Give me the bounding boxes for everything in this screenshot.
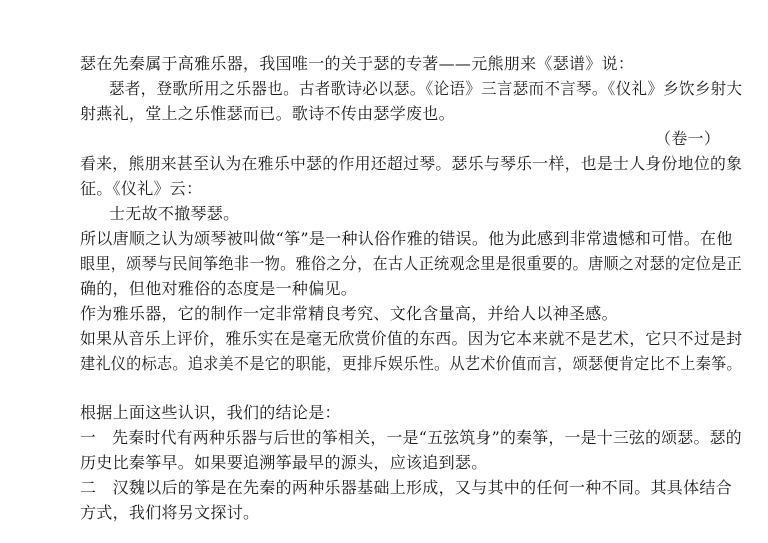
paragraph-3-line-2: 眼里，颂琴与民间筝绝非一物。雅俗之分，在古人正统观念里是很重要的。唐顺之对瑟的定位是正 [80, 254, 742, 273]
paragraph-intro: 瑟在先秦属于高雅乐器，我国唯一的关于瑟的专著——元熊朋来《瑟谱》说： [80, 54, 635, 73]
quote-line-1: 瑟者，登歌所用之乐器也。古者歌诗必以瑟。《论语》三言瑟而不言琴。《仪礼》乡饮乡射大 [109, 79, 743, 98]
conclusion-item-1-line-1: 一 先秦时代有两种乐器与后世的筝相关，一是“五弦筑身”的秦筝，一是十三弦的颂瑟。瑟的 [80, 428, 742, 447]
conclusion-item-1-line-2: 历史比秦筝早。如果要追溯筝最早的源头，应该追到瑟。 [80, 453, 488, 472]
quote-yili: 士无故不撤琴瑟。 [109, 204, 240, 223]
conclusion-item-2-line-1: 二 汉魏以后的筝是在先秦的两种乐器基础上形成，又与其中的任何一种不同。其具体结合 [80, 478, 733, 497]
paragraph-3-line-3: 确的，但他对雅俗的态度是一种偏见。 [80, 279, 358, 298]
paragraph-4: 作为雅乐器，它的制作一定非常精良考究、文化含量高，并给人以神圣感。 [80, 304, 618, 323]
paragraph-3-line-1: 所以唐顺之认为颂琴被叫做“筝”是一种认俗作雅的错误。他为此感到非常遗憾和可惜。在他 [80, 229, 733, 248]
paragraph-5-line-1: 如果从音乐上评价，雅乐实在是毫无欣赏价值的东西。因为它本来就不是艺术，它只不过是封 [80, 329, 743, 348]
quote-line-2: 射燕礼，堂上之乐惟瑟而已。歌诗不传由瑟学废也。 [80, 104, 455, 123]
conclusion-heading: 根据上面这些认识，我们的结论是： [80, 403, 341, 422]
conclusion-item-2-line-2: 方式，我们将另文探讨。 [80, 503, 260, 522]
paragraph-5-line-2: 建礼仪的标志。追求美不是它的职能，更排斥娱乐性。从艺术价值而言，颂瑟便肯定比不上秦筝。 [80, 354, 742, 373]
quote-source: （卷一） [655, 129, 721, 148]
paragraph-2-line-1: 看来，熊朋来甚至认为在雅乐中瑟的作用还超过琴。瑟乐与琴乐一样，也是士人身份地位的象 [80, 154, 743, 173]
paragraph-2-line-2: 征。《仪礼》云： [80, 179, 203, 198]
